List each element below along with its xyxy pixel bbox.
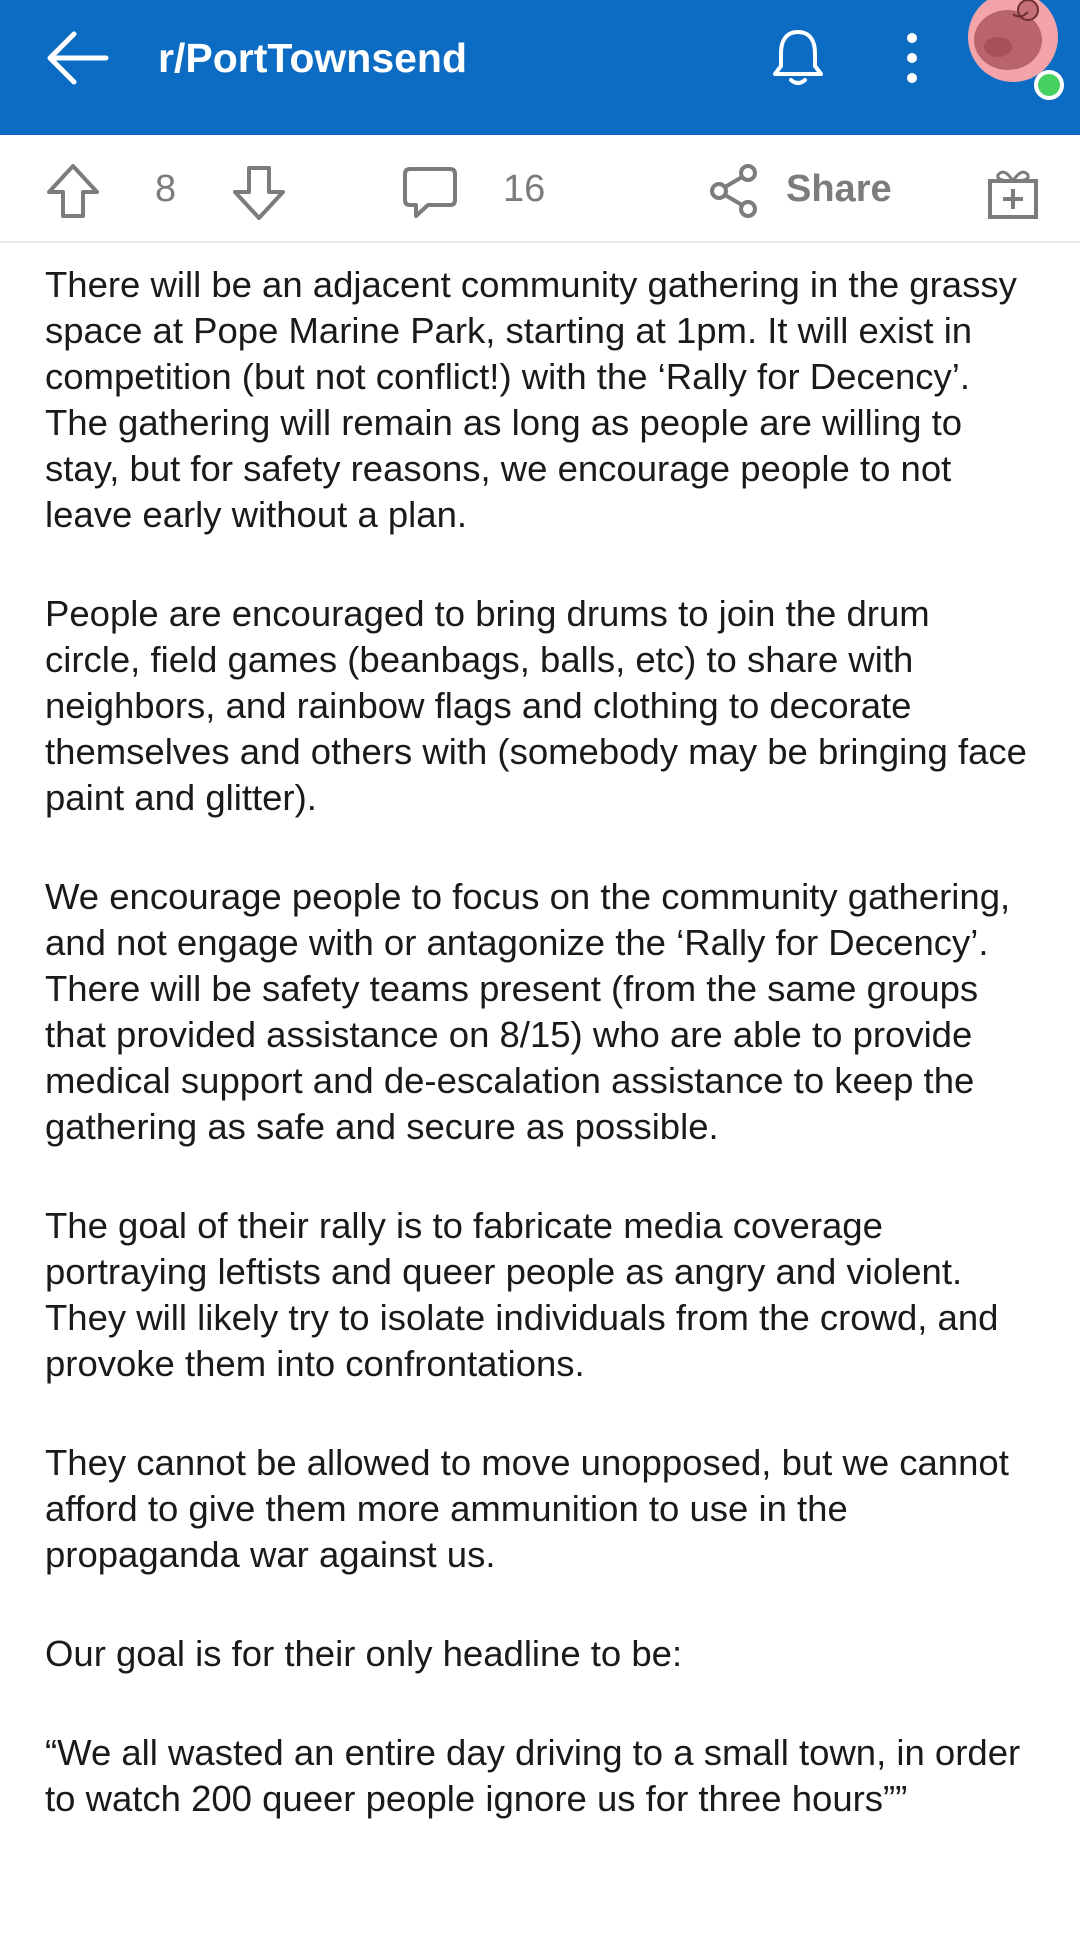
comment-count[interactable]: 16 xyxy=(503,168,546,210)
post-paragraph: Our goal is for their only headline to be: xyxy=(45,1633,683,1674)
post-paragraph: The goal of their rally is to fabricate media coverage portraying leftists and queer people as angry and violent. They will likely try to isolate individuals from the crowd, and provoke them into confrontations. xyxy=(45,1205,999,1384)
subreddit-title[interactable]: r/PortTownsend xyxy=(158,35,468,81)
bottom-edge xyxy=(0,1928,1080,1958)
bell-icon[interactable] xyxy=(766,26,830,90)
downvote-icon[interactable] xyxy=(232,165,286,221)
upvote-icon[interactable] xyxy=(46,163,100,219)
online-status-dot xyxy=(1034,70,1064,100)
comment-icon[interactable] xyxy=(402,165,458,221)
post-paragraph: We encourage people to focus on the community gathering, and not engage with or antagonize the ‘Rally for Decency’. There will be safety teams present (from the same groups that provided assistance on 8/15) who are able to provide medical support and de-escalation assistance to keep the gathering as safe and secure as possible. xyxy=(45,876,1011,1147)
post-action-bar xyxy=(0,135,1080,243)
post-paragraph: “We all wasted an entire day driving to a small town, in order to watch 200 queer people ignore us for three hours”” xyxy=(45,1732,1021,1819)
top-app-bar xyxy=(0,0,1080,135)
more-vertical-icon[interactable] xyxy=(892,28,932,88)
share-icon[interactable] xyxy=(708,163,760,219)
post-paragraph: There will be an adjacent community gathering in the grassy space at Pope Marine Park, starting at 1pm. It will exist in competition (but not conflict!) with the ‘Rally for Decency’. The gathering will remain as long as people are willing to stay, but for safety reasons, we encourage people to not leave early without a plan. xyxy=(45,264,1017,535)
share-button[interactable]: Share xyxy=(786,168,892,210)
avatar[interactable] xyxy=(962,0,1062,98)
post-paragraph: They cannot be allowed to move unopposed, but we cannot afford to give them more ammunition to use in the propaganda war against us. xyxy=(45,1442,1009,1575)
post-body xyxy=(45,262,1035,1875)
post-paragraph: People are encouraged to bring drums to join the drum circle, field games (beanbags, balls, etc) to share with neighbors, and rainbow flags and clothing to decorate themselves and others with (somebody may be bringing face paint and glitter). xyxy=(45,593,1027,818)
vote-count: 8 xyxy=(155,168,177,210)
arrow-left-icon[interactable] xyxy=(44,28,110,88)
gift-icon[interactable] xyxy=(986,165,1040,221)
